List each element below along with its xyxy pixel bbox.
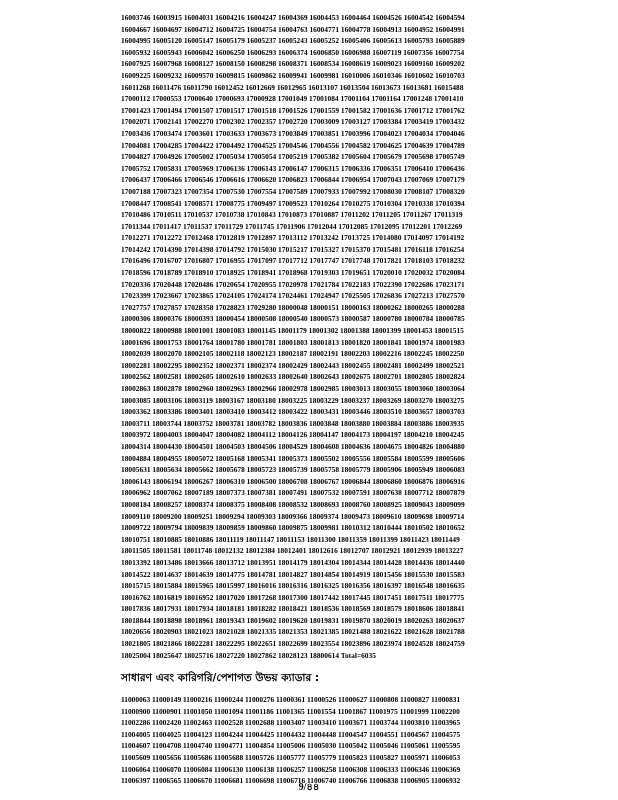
roll-number-line: 17002071 17002141 17002270 17002302 17002357 17002720 17003009 17003127 17003384 17003419 17003432 <box>121 117 465 127</box>
roll-number-line: 17018596 17018789 17018910 17018925 17018941 17018968 17019303 17019651 17020010 17020032 17020084 <box>121 268 465 278</box>
roll-number-line: 17011344 17011417 17011537 17011729 17011745 17011906 17012044 17012085 17012095 17012201 17012269 <box>121 221 463 231</box>
roll-number-line: 18021805 18021866 18022281 18022295 18022651 18022699 18023554 18023896 18023974 18024528 18024759 <box>121 639 465 649</box>
roll-number-line: 18002039 18002070 18002105 18002118 18002123 18002187 18002191 18002203 18002216 18002245 18002250 <box>121 349 465 359</box>
roll-number-line: 17023399 17023667 17023865 17024105 17024174 17024461 17024947 17025505 17026836 17027213 17027570 <box>121 291 465 301</box>
roll-number-line: 17012271 17012272 17012468 17012819 17012897 17013112 17013242 17013725 17014080 17014097 17014192 <box>121 233 465 243</box>
roll-number-line: 18020656 18020903 18021023 18021028 18021335 18021353 18021385 18021488 18021622 18021628 18021788 <box>121 627 465 637</box>
roll-number-line: 17001423 17001494 17001507 17001517 17001518 17001526 17001559 17001582 17001636 17001712 17001762 <box>121 105 465 115</box>
roll-number-line: 17006437 17006466 17006546 17006616 17006620 17006823 17006844 17006954 17007043 17007069 17007179 <box>121 175 465 185</box>
roll-number-line: 17005752 17005831 17005969 17006136 17006143 17006147 17006315 17006336 17006351 17006410 17006436 <box>121 163 465 173</box>
roll-number-list-2 <box>121 694 606 787</box>
roll-number-line: 11004005 11004025 11004123 11004244 11004425 11004432 11004448 11004547 11004551 11004567 11004575 <box>121 729 461 739</box>
roll-number-line: 11006064 11006070 11006084 11006130 11006138 11006257 11006258 11006308 11006333 11006346 11006369 <box>121 764 461 774</box>
roll-number-line: 18005631 18005634 18005662 18005678 18005723 18005739 18005758 18005779 18005906 18005949 18006083 <box>121 465 465 475</box>
roll-number-line: 18001696 18001753 18001764 18001780 18001781 18001803 18001813 18001820 18001841 18001974 18001983 <box>121 337 465 347</box>
roll-number-line: 18003711 18003744 18003752 18003781 18003782 18003836 18003848 18003880 18003884 18003886 18003935 <box>121 418 465 428</box>
roll-number-line: 18011505 18011581 18011748 18012132 18012384 18012401 18012616 18012707 18012921 18012939 18013227 <box>121 546 464 556</box>
roll-number-line: 18009722 18009794 18009839 18009859 18009860 18009875 18009981 18010312 18010444 18010502 18010652 <box>121 523 465 533</box>
roll-number-line: 17007188 17007323 17007354 17007530 17007554 17007589 17007933 17007992 17008030 17008107 17008320 <box>121 186 465 196</box>
roll-number-line: 18008184 18008257 18008374 18008375 18008408 18008532 18008693 18008760 18008925 18009043 18009099 <box>121 499 465 509</box>
roll-number-line: 11005609 11005656 11005686 11005688 11005726 11005777 11005779 11005823 11005827 11005971 11006053 <box>121 752 461 762</box>
page-number: 9/৪৪ <box>298 782 320 793</box>
roll-number-line: 11000900 11000901 11001050 11001094 11001186 11001365 11001554 11001867 11001975 11001999 11002200 <box>121 706 460 716</box>
roll-number-line: 18000306 18000376 18000393 18000454 18000508 18000540 18000573 18000587 18000780 18000784 18000785 <box>121 314 465 324</box>
roll-number-line: 11006397 11006565 11006670 11006681 11006698 11006716 11006740 11006766 11006838 11006905 11006932 <box>121 776 461 786</box>
roll-number-line: 17016496 17016707 17016807 17016955 17017097 17017712 17017747 17017748 17017821 17018103 17018232 <box>121 256 465 266</box>
roll-number-line: 16004667 16004697 16004712 16004725 16004754 16004763 16004771 16004778 16004913 16004952 16004991 <box>121 24 465 34</box>
roll-number-line: 18013392 18013486 18013666 18013712 18013951 18014179 18014304 18014344 18014428 18014436 18014440 <box>121 557 465 567</box>
roll-number-line: 11000063 11000149 11000216 11000244 11000276 11000361 11000526 11000627 11000808 11000827 11000831 <box>121 695 461 704</box>
roll-number-line: 17003436 17003474 17003601 17003633 17003673 17003849 17003851 17003996 17004023 17004034 17004046 <box>121 128 465 138</box>
roll-number-line: 17027757 17027857 17028358 17028823 17029280 18000048 18000151 18000163 18000262 18000265 18000288 <box>121 302 465 312</box>
roll-number-line: 17008447 17008541 17008571 17008775 17009497 17009523 17010264 17010275 17010304 17010338 17010394 <box>121 198 465 208</box>
roll-number-line: 18017836 18017931 18017934 18018181 18018282 18018421 18018536 18018569 18018579 18018606 18018841 <box>121 604 465 614</box>
roll-number-list-1 <box>121 12 606 661</box>
roll-number-line: 18003972 18004003 18004047 18004082 18004112 18004126 18004147 18004173 18004197 18004210 18004245 <box>121 430 465 440</box>
roll-number-line: 18003085 18003106 18003119 18003167 18003180 18003225 18003229 18003237 18003269 18003270 18003275 <box>121 395 465 405</box>
roll-number-line: 16005932 16005943 16006042 16006250 16006293 16006374 16006850 16006988 16007119 16007356 16007754 <box>121 47 465 57</box>
roll-number-line: 18018844 18018898 18018961 18019343 18019602 18019620 18019831 18019870 18020019 18020263 18020637 <box>121 615 465 625</box>
roll-number-line: 18004314 18004430 18004501 18004503 18004506 18004529 18004608 18004636 18004675 18004826 18004880 <box>121 441 465 451</box>
roll-number-line: 17000112 17000553 17000640 17000693 17000928 17001049 17001084 17001104 17001164 17001248 17001410 <box>121 94 464 104</box>
roll-number-line: 17010486 17010511 17010537 17010738 17010843 17010873 17010887 17011202 17011205 17011267 17011319 <box>121 210 463 220</box>
roll-number-line: 18004884 18004955 18005072 18005168 18005341 18005373 18005502 18005556 18005584 18005599 18005606 <box>121 453 465 463</box>
roll-number-line: 16007925 16007968 16008127 16008150 16008298 16008371 16008534 16008619 16009023 16009160 16009202 <box>121 59 465 69</box>
roll-number-line: 11002286 11002420 11002463 11002528 11002688 11003407 11003410 11003671 11003744 11003810 11003965 <box>121 718 461 728</box>
roll-number-line: 18015715 18015884 18015965 18015997 18016016 18016316 18016325 18016356 18016397 18016548 18016635 <box>121 581 465 591</box>
section-heading: সাধারণ এবং কারিগরি/পেশাগত উভয় ক্যাডার : <box>121 672 320 684</box>
roll-number-line: 16011268 16011476 16011790 16012452 16012669 16012965 16013107 16013504 16013673 16013681 16015488 <box>121 82 464 92</box>
roll-number-line: 18014522 18014637 18014639 18014775 18014781 18014827 18014854 18014919 18015456 18015530 18015583 <box>121 569 465 579</box>
roll-number-line: 18006143 18006194 18006267 18006310 18006500 18006708 18006767 18006844 18006860 18006876 18006916 <box>121 476 465 486</box>
roll-number-line: 16009225 16009232 16009570 16009815 16009862 16009941 16009981 16010006 16010346 16010602 16010703 <box>121 70 465 80</box>
roll-number-line: 18002863 18002878 18002960 18002963 18002966 18002978 18002985 18003013 18003055 18003060 18003064 <box>121 384 465 393</box>
roll-number-line: 18002281 18002295 18002352 18002371 18002374 18002429 18002443 18002455 18002481 18002499 18002521 <box>121 360 465 370</box>
roll-number-line: 16004995 16005120 16005147 16005179 16005237 16005243 16005252 16005406 16005613 16005793 16005889 <box>121 36 465 46</box>
roll-number-line: 18000822 18000988 18001001 18001083 18001145 18001179 18001302 18001388 18001399 18001453 18001515 <box>121 326 464 336</box>
roll-number-line: 17014242 17014390 17014398 17014792 17015030 17015217 17015327 17015370 17015481 17016118 17016254 <box>121 244 465 254</box>
roll-number-line: 18003362 18003386 18003401 18003410 18003412 18003422 18003431 18003446 18003510 18003657 18003703 <box>121 407 465 417</box>
roll-number-line: 18006962 18007062 18007189 18007373 18007381 18007491 18007532 18007591 18007638 18007712 18007879 <box>121 488 465 498</box>
roll-number-line: 18002562 18002581 18002605 18002610 18002633 18002640 18002643 18002675 18002701 18002805 18002824 <box>121 372 465 382</box>
roll-number-line: 17004081 17004285 17004422 17004492 17004525 17004546 17004556 17004582 17004625 17004639 17004789 <box>121 140 465 150</box>
roll-number-line: 18016762 18016819 18016952 18017020 18017268 18017300 18017442 18017445 18017451 18017511 18017775 <box>121 592 465 602</box>
roll-number-line: 18010751 18010885 18010886 18011119 18011147 18011153 18011300 18011359 18011399 18011423 18011449 <box>121 534 460 544</box>
roll-number-line: 17020336 17020448 17020486 17020654 17020955 17020978 17021784 17022183 17022390 17022686 17023171 <box>121 279 465 289</box>
roll-number-line: 16003746 16003915 16004031 16004216 16004247 16004369 16004453 16004464 16004526 16004542 16004594 <box>121 13 465 22</box>
roll-number-line: 18009110 18009200 18009251 18009294 18009303 18009366 18009374 18009473 18009610 18009698 18009714 <box>121 511 465 521</box>
roll-number-line: 18025004 18025647 18025716 18027220 18027862 18028123 18800614 Total=6035 <box>121 650 376 660</box>
roll-number-line: 11004607 11004708 11004740 11004771 11004854 11005006 11005030 11005042 11005046 11005061 11005595 <box>121 741 461 751</box>
roll-number-line: 17004827 17004926 17005002 17005034 17005054 17005219 17005382 17005604 17005679 17005698 17005749 <box>121 152 465 162</box>
